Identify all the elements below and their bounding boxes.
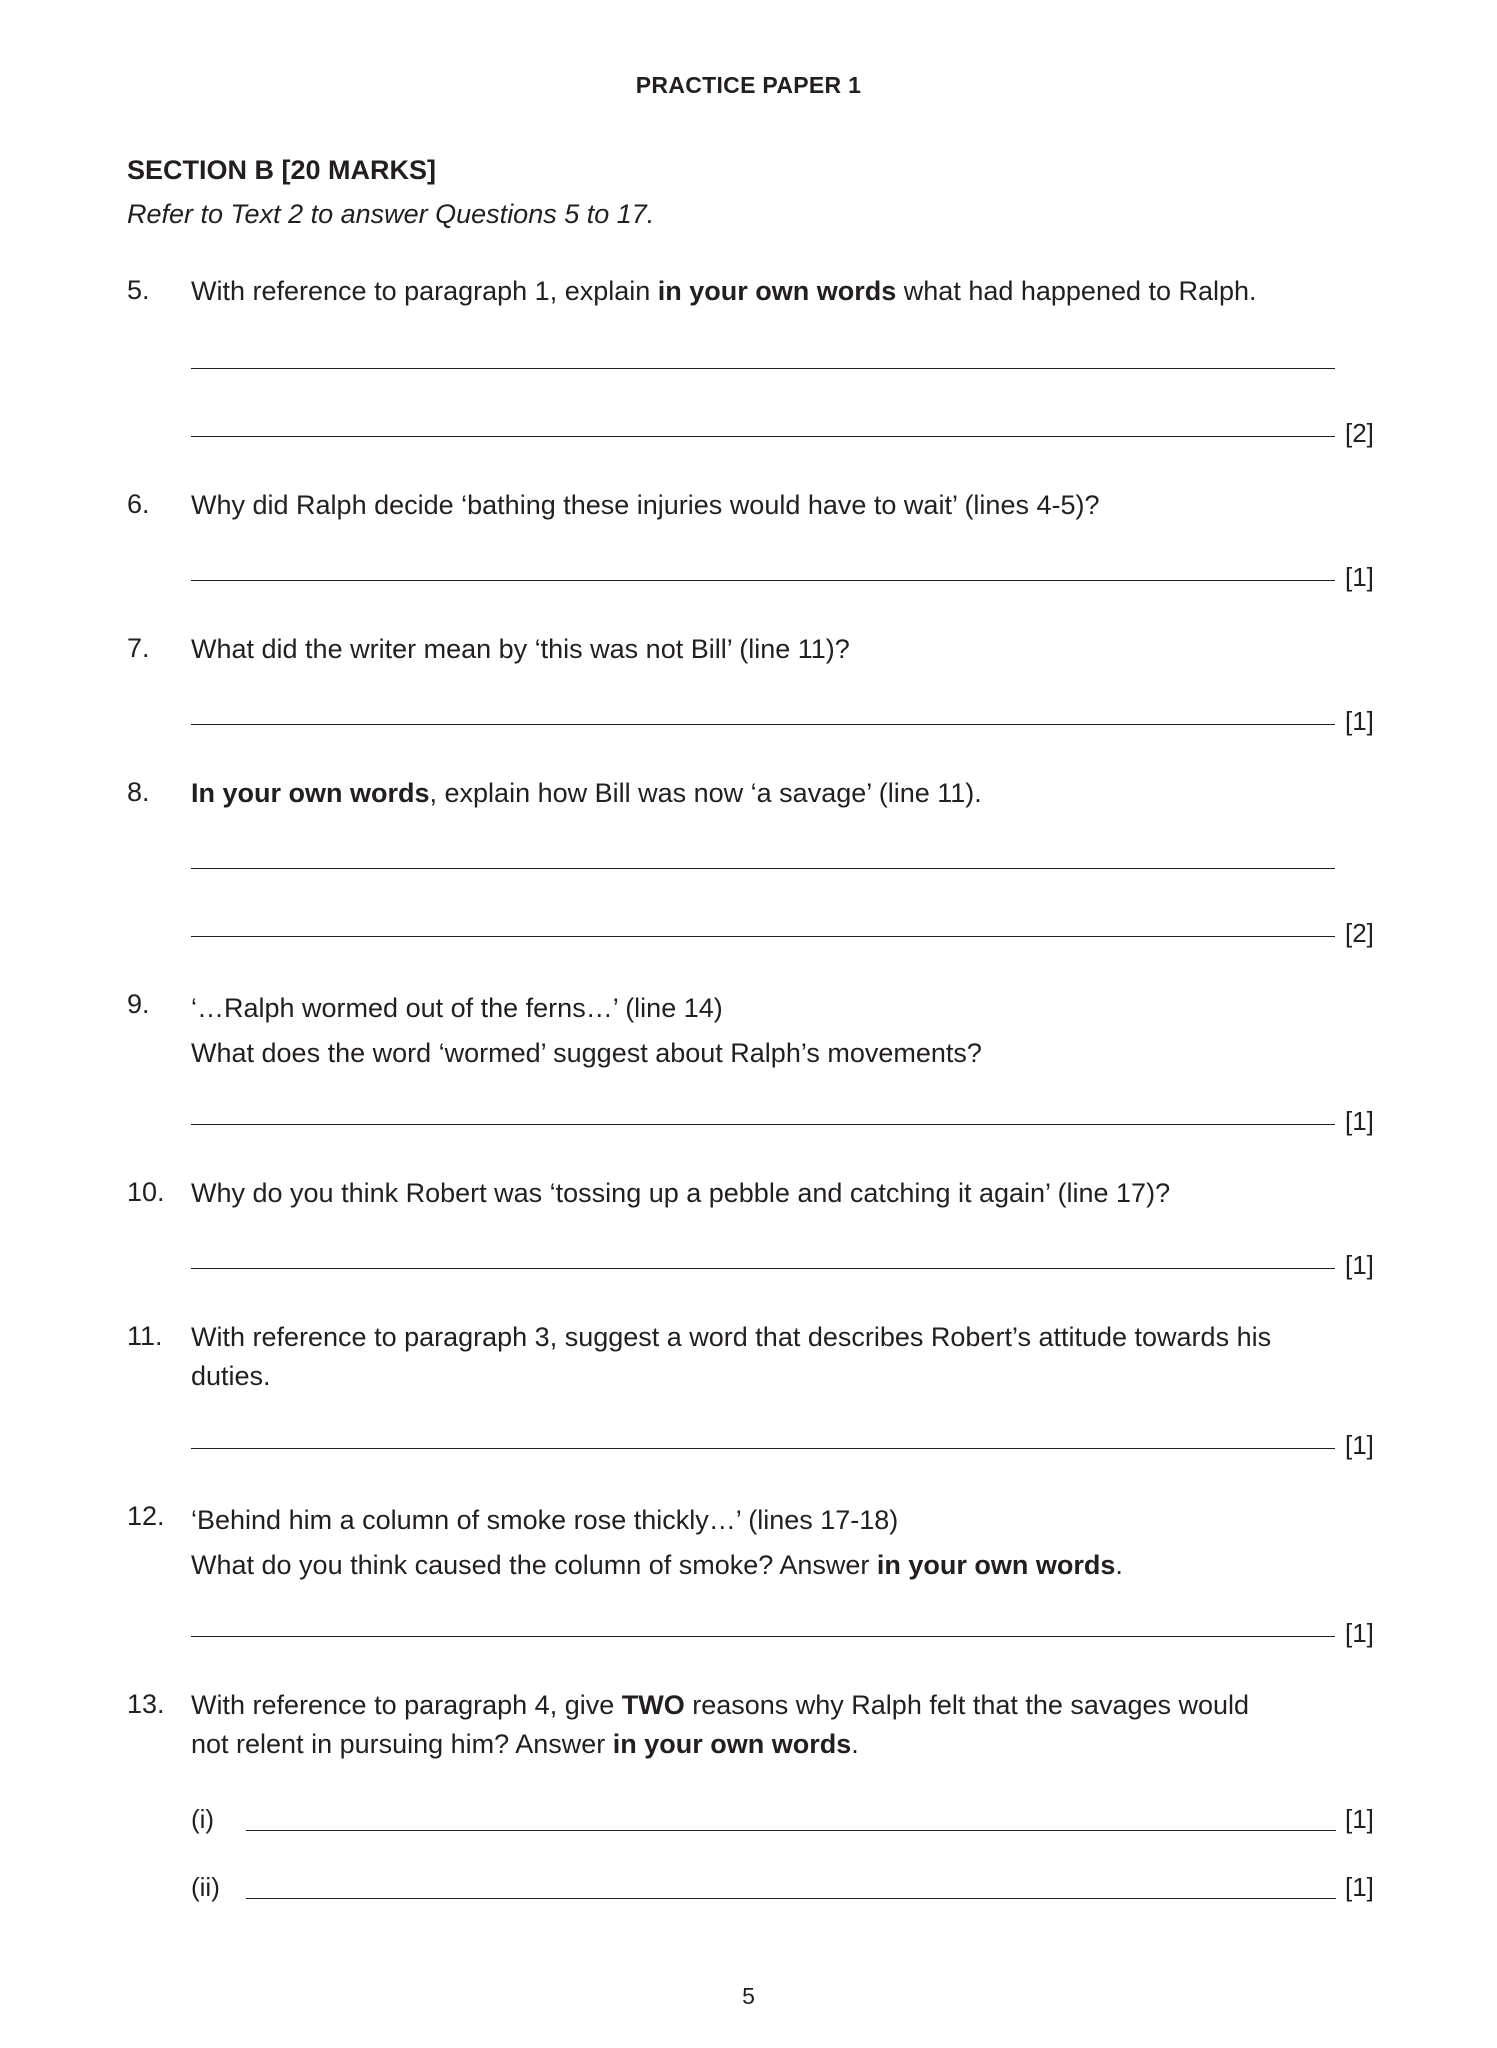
question-text-part: not relent in pursuing him? Answer <box>191 1729 613 1759</box>
question-text-part: What do you think caused the column of smoke? Answer <box>191 1550 877 1580</box>
marks-label: [1] <box>1345 562 1374 592</box>
question-text-part: , explain how Bill was now ‘a savage’ (line 11). <box>429 778 982 808</box>
question-prompt: What does the word ‘wormed’ suggest about Ralph’s movements? <box>191 1038 982 1068</box>
question-text-emphasis: In your own words <box>191 778 430 808</box>
question-text: Why did Ralph decide ‘bathing these injuries would have to wait’ (lines 4-5)? <box>191 490 1100 520</box>
question-text: Why do you think Robert was ‘tossing up a pebble and catching it again’ (line 17)? <box>191 1178 1171 1208</box>
question-number: 6. <box>127 489 150 519</box>
question-quote: ‘Behind him a column of smoke rose thickly…’ (lines 17-18) <box>191 1505 899 1535</box>
answer-line[interactable] <box>191 1448 1335 1449</box>
marks-label: [1] <box>1345 1804 1374 1834</box>
question-text-part: . <box>1115 1550 1123 1580</box>
question-text <box>191 986 1366 1076</box>
question-text-line: duties. <box>191 1361 271 1391</box>
page-number: 5 <box>742 1983 755 2009</box>
question-text <box>191 774 1366 813</box>
answer-line[interactable] <box>191 868 1335 869</box>
answer-line[interactable] <box>191 436 1335 437</box>
page-header: PRACTICE PAPER 1 <box>635 72 862 98</box>
question-number: 7. <box>127 633 150 663</box>
sub-question-label: (i) <box>191 1804 215 1834</box>
question-text-part: what had happened to Ralph. <box>896 276 1257 306</box>
question-number: 5. <box>127 275 150 305</box>
answer-line[interactable] <box>191 1124 1335 1125</box>
marks-label: [2] <box>1345 418 1374 448</box>
marks-label: [1] <box>1345 1872 1374 1902</box>
question-text <box>191 1498 1366 1588</box>
question-number: 13. <box>127 1689 165 1719</box>
answer-line[interactable] <box>191 1636 1335 1637</box>
marks-label: [1] <box>1345 1250 1374 1280</box>
question-text <box>191 1686 1366 1764</box>
answer-line[interactable] <box>246 1898 1336 1899</box>
question-text: What did the writer mean by ‘this was not Bill’ (line 11)? <box>191 634 850 664</box>
marks-label: [2] <box>1345 918 1374 948</box>
question-text-emphasis: TWO <box>621 1690 685 1720</box>
question-number: 12. <box>127 1501 165 1531</box>
question-text-line: With reference to paragraph 3, suggest a word that describes Robert’s attitude towards his <box>191 1322 1272 1352</box>
question-number: 9. <box>127 989 150 1019</box>
question-number: 11. <box>127 1321 163 1351</box>
answer-line[interactable] <box>191 724 1335 725</box>
question-text <box>191 1318 1366 1396</box>
question-text-part: reasons why Ralph felt that the savages would <box>684 1690 1250 1720</box>
answer-line[interactable] <box>191 936 1335 937</box>
question-text-emphasis: in your own words <box>657 276 897 306</box>
question-text-part: With reference to paragraph 1, explain <box>191 276 658 306</box>
question-quote: ‘…Ralph wormed out of the ferns…’ (line 14) <box>191 993 723 1023</box>
answer-line[interactable] <box>191 580 1335 581</box>
question-number: 8. <box>127 777 150 807</box>
marks-label: [1] <box>1345 1430 1374 1460</box>
question-text <box>191 272 1366 311</box>
question-text-part: With reference to paragraph 4, give <box>191 1690 622 1720</box>
section-instruction: Refer to Text 2 to answer Questions 5 to 17. <box>127 199 655 229</box>
section-title: SECTION B [20 MARKS] <box>127 155 437 185</box>
marks-label: [1] <box>1345 1106 1374 1136</box>
question-number: 10. <box>127 1177 165 1207</box>
question-text-part: . <box>851 1729 859 1759</box>
marks-label: [1] <box>1345 706 1374 736</box>
answer-line[interactable] <box>191 1268 1335 1269</box>
answer-line[interactable] <box>246 1830 1336 1831</box>
question-text-emphasis: in your own words <box>876 1550 1116 1580</box>
question-text-emphasis: in your own words <box>612 1729 852 1759</box>
marks-label: [1] <box>1345 1618 1374 1648</box>
answer-line[interactable] <box>191 368 1335 369</box>
sub-question-label: (ii) <box>191 1872 220 1902</box>
